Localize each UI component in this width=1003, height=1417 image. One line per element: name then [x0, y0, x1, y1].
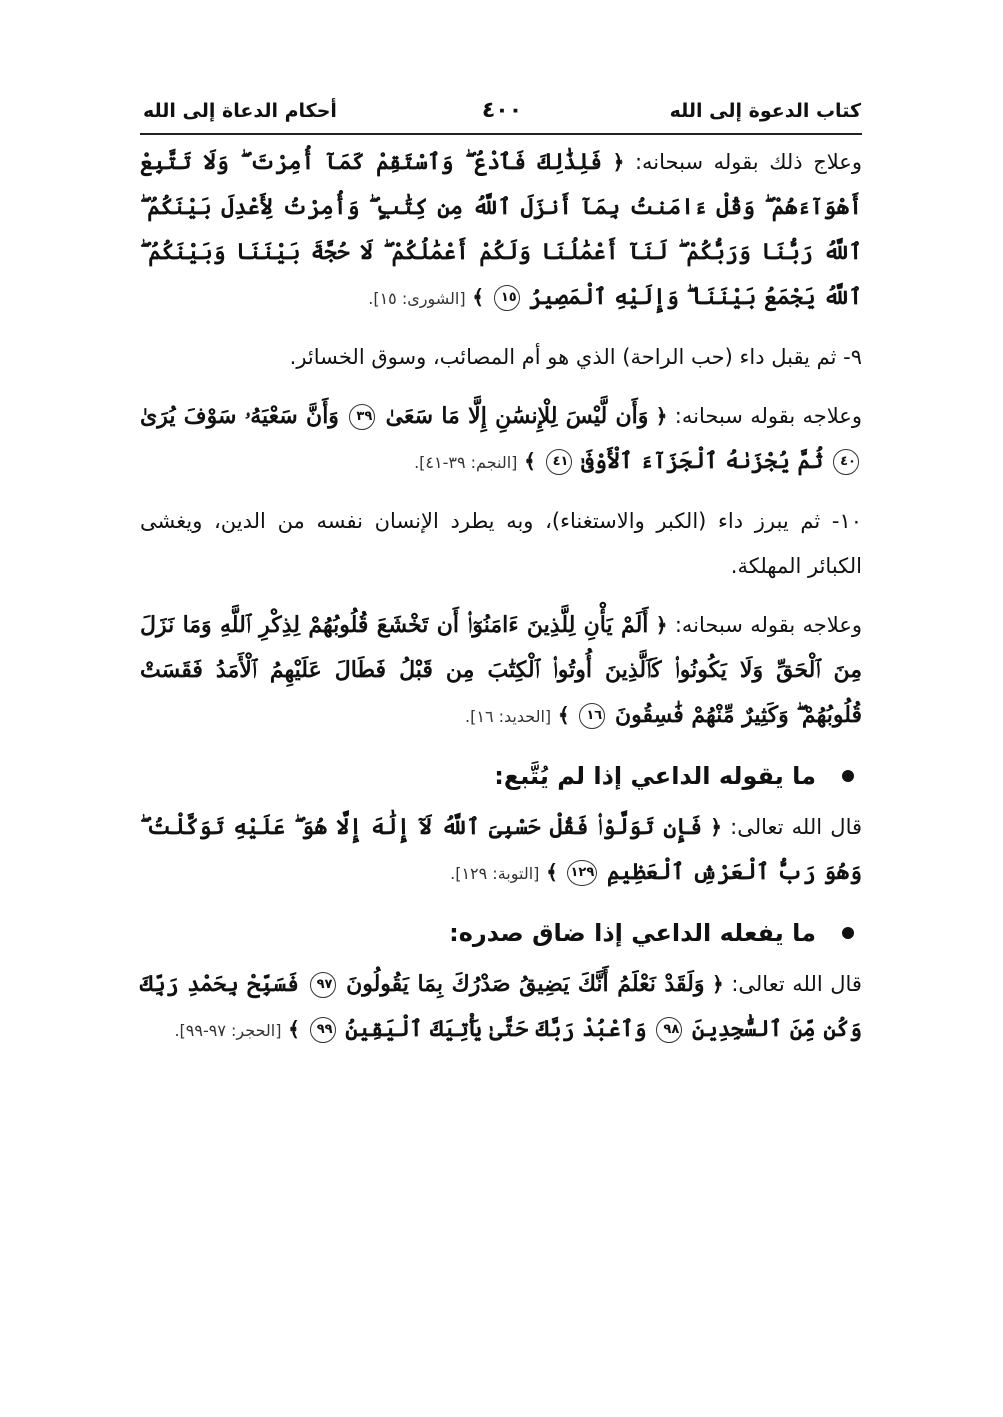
quran-verse: فَسَبِّحْ بِحَمْدِ رَبِّكَ وَكُن مِّنَ ٱلسَّٰجِدِينَ	[140, 971, 862, 1042]
quran-verse: وَلَقَدْ نَعْلَمُ أَنَّكَ يَضِيقُ صَدْرُكَ بِمَا يَقُولُونَ	[346, 971, 705, 997]
verse-reference: [الشورى: ١٥].	[368, 289, 466, 308]
ayah-number-marker: ٤٠	[833, 449, 859, 475]
running-header	[143, 96, 861, 130]
paragraph-intro: قال الله تعالى:	[721, 815, 863, 839]
list-item-9: ٩- ثم يقبل داء (حب الراحة) الذي هو أم المصائب، وسوق الخسائر.	[289, 345, 862, 369]
list-item-10: ١٠- ثم يبرز داء (الكبر والاستغناء)، وبه يطرد الإنسان نفسه من الدين، ويغشى الكبائر المهلكة.	[140, 509, 862, 578]
verse-open-bracket: ﴿	[710, 815, 722, 839]
ayah-number-marker: ١٦	[579, 703, 605, 729]
paragraph-najm	[140, 394, 862, 485]
verse-open-bracket: ﴿	[712, 972, 724, 996]
ayah-number-marker: ١٥	[494, 285, 520, 311]
page-number: ٤٠٠	[481, 98, 523, 123]
bullet-icon	[842, 770, 854, 782]
verse-reference: [الحديد: ١٦].	[465, 707, 552, 726]
section-heading-text: ما يفعله الداعي إذا ضاق صدره:	[449, 919, 816, 947]
verse-open-bracket: ﴿	[612, 150, 625, 174]
verse-close-bracket: ﴾	[472, 285, 484, 309]
verse-open-bracket: ﴿	[655, 404, 668, 428]
verse-close-bracket: ﴾	[524, 449, 536, 473]
verse-reference: [النجم: ٣٩-٤١].	[414, 453, 518, 472]
verse-reference: [الحجر: ٩٧-٩٩].	[174, 1021, 282, 1040]
verse-close-bracket: ﴾	[546, 860, 558, 884]
paragraph-tawbah	[140, 805, 862, 896]
quran-verse: وَأَن لَّيْسَ لِلْإِنسَٰنِ إِلَّا مَا سَعَىٰ	[385, 403, 649, 429]
ayah-number-marker: ٩٧	[310, 972, 336, 998]
quran-verse: وَٱعْبُدْ رَبَّكَ حَتَّىٰ يَأْتِيَكَ ٱلْيَقِينُ	[345, 1016, 647, 1042]
paragraph-hadid	[140, 603, 862, 739]
verse-close-bracket: ﴾	[288, 1017, 300, 1041]
paragraph-shura	[140, 140, 862, 321]
header-book-title: كتاب الدعوة إلى الله	[669, 100, 861, 122]
quran-verse: أَلَمْ يَأْنِ لِلَّذِينَ ءَامَنُوٓا۟ أَن تَخْشَعَ قُلُوبُهُمْ لِذِكْرِ ٱللَّهِ وَمَا نَزَلَ مِنَ ٱلْحَقِّ وَلَا يَكُونُوا۟ كَٱلَّذِينَ أُوتُوا۟ ٱلْكِتَٰبَ مِن قَبْلُ فَطَالَ عَلَيْهِمُ ٱلْأَمَدُ فَقَسَتْ قُلُوبُهُمْ ۖ وَكَثِيرٌ مِّنْهُمْ فَٰسِقُونَ	[140, 612, 862, 728]
section-heading-not-followed	[140, 753, 862, 799]
bullet-icon	[842, 927, 854, 939]
paragraph-intro: وعلاجه بقوله سبحانه:	[667, 613, 862, 637]
header-divider	[140, 133, 862, 135]
ayah-number-marker: ١٢٩	[567, 860, 597, 886]
verse-open-bracket: ﴿	[655, 613, 668, 637]
paragraph-intro: قال الله تعالى:	[723, 972, 862, 996]
ayah-number-marker: ٩٩	[310, 1017, 336, 1043]
verse-close-bracket: ﴾	[557, 703, 570, 727]
ayah-number-marker: ٤١	[546, 449, 572, 475]
ayah-number-marker: ٣٩	[349, 404, 375, 430]
quran-verse: وَأَنَّ سَعْيَهُۥ سَوْفَ يُرَىٰ	[140, 403, 339, 429]
section-heading-chest-tight	[140, 910, 862, 956]
paragraph-intro: وعلاج ذلك بقوله سبحانه:	[624, 150, 862, 174]
verse-reference: [التوبة: ١٢٩].	[450, 864, 540, 883]
page-body	[140, 140, 862, 1067]
paragraph-intro: وعلاجه بقوله سبحانه:	[667, 404, 862, 428]
quran-verse: فَإِن تَوَلَّوْا۟ فَقُلْ حَسْبِىَ ٱللَّهُ لَآ إِلَٰهَ إِلَّا هُوَ ۖ عَلَيْهِ تَوَكَّلْتُ ۖ وَهُوَ رَبُّ ٱلْعَرْشِ ٱلْعَظِيمِ	[140, 814, 862, 885]
quran-verse: ثُمَّ يُجْزَىٰهُ ٱلْجَزَآءَ ٱلْأَوْفَىٰ	[581, 448, 824, 474]
quran-verse: فَلِذَٰلِكَ فَٱدْعُ ۖ وَٱسْتَقِمْ كَمَآ أُمِرْتَ ۖ وَلَا تَتَّبِعْ أَهْوَآءَهُمْ ۖ وَقُلْ ءَامَنتُ بِمَآ أَنزَلَ ٱللَّهُ مِن كِتَٰبٍ ۖ وَأُمِرْتُ لِأَعْدِلَ بَيْنَكُمُ ۖ ٱللَّهُ رَبُّنَا وَرَبُّكُمْ ۖ لَنَآ أَعْمَٰلُنَا وَلَكُمْ أَعْمَٰلُكُمْ ۖ لَا حُجَّةَ بَيْنَنَا وَبَيْنَكُمُ ۖ ٱللَّهُ يَجْمَعُ بَيْنَنَا ۖ وَإِلَيْهِ ٱلْمَصِيرُ	[140, 149, 862, 310]
ayah-number-marker: ٩٨	[656, 1017, 682, 1043]
section-heading-text: ما يقوله الداعي إذا لم يُتَّبع:	[494, 762, 816, 790]
paragraph-hijr	[140, 962, 862, 1053]
header-chapter-title: أحكام الدعاة إلى الله	[143, 100, 337, 122]
